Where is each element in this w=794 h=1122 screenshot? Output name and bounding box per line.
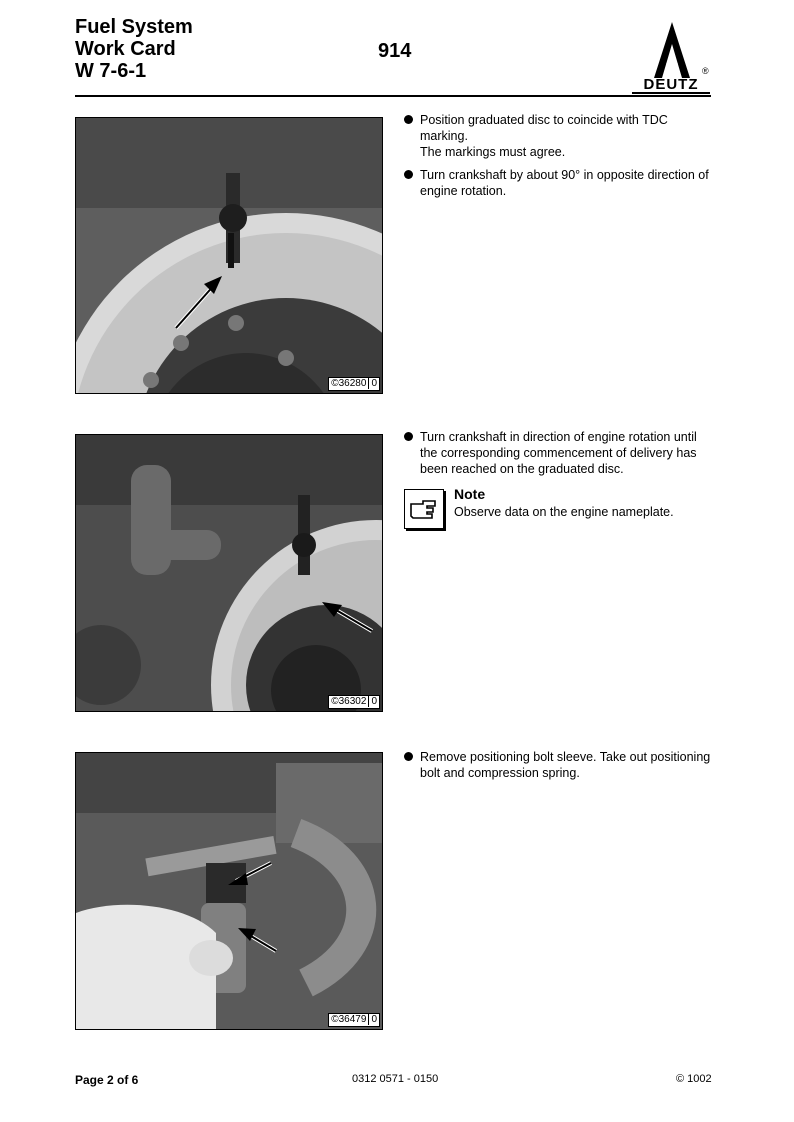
engine-photo-2 <box>76 435 382 711</box>
engine-photo-1 <box>76 118 382 393</box>
steps-section-3 <box>404 749 714 788</box>
steps-section-2 <box>404 429 714 484</box>
title-line-1: Fuel System <box>75 16 193 38</box>
photo-commencement-of-delivery <box>75 434 383 712</box>
photo-positioning-bolt <box>75 752 383 1030</box>
title-line-2: Work Card <box>75 38 176 60</box>
photo-reference-code: ©36479 0 <box>328 1013 380 1027</box>
photo-graduated-disc-tdc <box>75 117 383 394</box>
step-turn-crankshaft-opposite: Turn crankshaft by about 90° in opposite direction of engine rotation. <box>404 167 714 199</box>
step-turn-crankshaft-rotation: Turn crankshaft in direction of engine rotation until the corresponding commencement of delivery has been reached on the graduated disc. <box>404 429 714 477</box>
photo-reference-code: ©36280 0 <box>328 377 380 391</box>
bullet-icon <box>404 432 413 441</box>
title-line-3: W 7-6-1 <box>75 60 147 82</box>
bullet-icon <box>404 170 413 179</box>
logo-brand-text: DEUTZ <box>632 77 710 94</box>
note-block <box>404 484 714 532</box>
note-title: Note <box>454 486 486 502</box>
deutz-logo <box>632 20 714 96</box>
engine-photo-3 <box>76 753 382 1029</box>
copyright: © 1002 <box>676 1073 712 1085</box>
header-rule <box>75 95 711 97</box>
note-text: Observe data on the engine nameplate. <box>454 505 674 519</box>
document-number: 0312 0571 - 0150 <box>352 1073 439 1085</box>
page-number: Page 2 of 6 <box>75 1073 139 1087</box>
document-title <box>75 16 193 82</box>
bullet-icon <box>404 115 413 124</box>
bullet-icon <box>404 752 413 761</box>
registered-mark: ® <box>702 66 709 76</box>
step-remove-bolt-sleeve: Remove positioning bolt sleeve. Take out positioning bolt and compression spring. <box>404 749 714 781</box>
steps-section-1 <box>404 112 714 206</box>
engine-model: 914 <box>378 40 412 62</box>
photo-reference-code: ©36302 0 <box>328 695 380 709</box>
step-position-disc: Position graduated disc to coincide with TDC marking. The markings must agree. <box>404 112 714 160</box>
pointing-hand-icon <box>404 489 444 529</box>
